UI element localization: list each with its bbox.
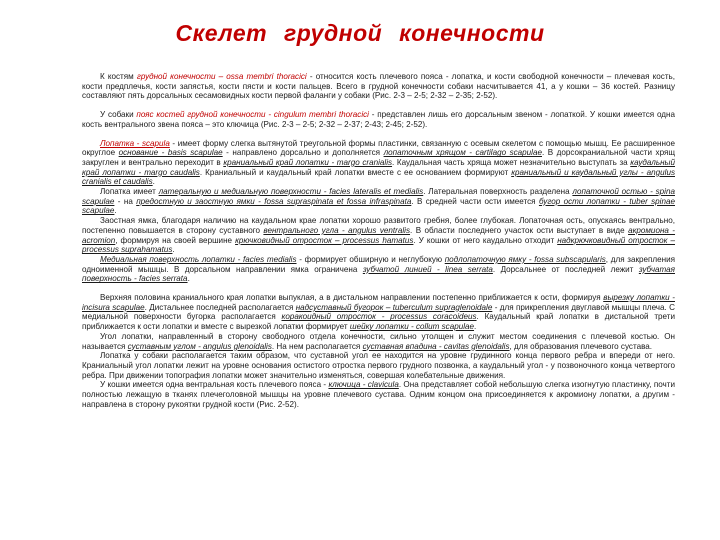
term-scapula: Лопатка - scapula [100, 138, 170, 148]
paragraph-cranial-border: Верхняя половина краниального края лопатки выпуклая, а в дистальном направлении постепенно приближается к ости, формируя вырезку лопатки - incisura scapulae. Дистальнее последней располагается надсуставный бугорок – tuberculum supraglenoidale - для прикрепления двуглавой мышцы плеча. С медиальной поверхности бугорка располагается коракоидный отросток - processus coracoideus. Каудальный край лопатки в дистальной трети приближается к ости лопатки и вместе с вырезкой лопатки формирует шейку лопатки - collum scapulae. [82, 293, 675, 332]
paragraph-clavicula: У кошки имеется одна вентральная кость плечевого пояса - ключица - clavicula. Она представляет собой небольшую слегка изогнутую пластинку, почти полностью лежащую в тканях плечеголовной мышцы на уровне плечевого сустава. Одним концом она присоединяется к акромиону лопатки, а другим - направлена в сторону рукоятки грудной кости (Рис. 2-52). [82, 380, 675, 409]
page-title: Скелет грудной конечности [175, 20, 545, 46]
term-ossa-membri-thoracici: грудной конечности – ossa membri thoracici [136, 72, 307, 81]
paragraph-scapula: Лопатка - scapula - имеет форму слегка вытянутой треугольной формы пластинки, связанную с осевым скелетом с помощью мышц. Ее расширенное округлое основание - basis scapulae - направлено дорсально и дополняется лопаточным хрящом - cartilago scapulae. В дорсокраниальной части хрящ закруглен и вентрально переходит в краниальный край лопатки - margo cranialis. Каудальная часть хряща может незначительно выступать за каудальный край лопатки - margo caudalis. Краниальный и каудальный край лопатки вместе с ее основанием формируют краниальный и каудальный углы - angulus cranialis et caudalis. [82, 138, 676, 187]
paragraph-medial-surface: Медиальная поверхность лопатки - facies medialis - формирует обширную и неглубокую подлопаточную ямку - fossa subscapularis, для закрепления одноименной мышцы. В дорсальном направлении ямка ограничена зубчатой линией - linea serrata. Дорсальнее от последней лежит зубчатая поверхность - facies serrata. [82, 254, 676, 284]
paragraph-scapula-position: Лопатка у собаки располагается таким образом, что суставной угол ее находится на уровне грудинного конца первого ребра и впереди от него. Краниальный угол лопатки лежит на уровне основания остистого отростка первого грудного позвонка, а каудальный угол - у позвоночного конца четвертого ребра. При движении топография лопатки может значительно изменяться, совершая колебательные движения. [82, 351, 675, 380]
paragraph-infraspinous-fossa: Заостная ямка, благодаря наличию на каудальном крае лопатки хорошо развитого гребня, более глубокая. Лопаточная ость, опускаясь вентрально, постепенно повышается в сторону суставного вентрального угла - angulus ventralis. В области последнего участок ости выступает в виде акромиона - acromion, формируя на своей вершине крючковидный отросток – processus hamatus. У кошки от него каудально отходит надкрючковидный отросток – processus suprahamatus. [82, 216, 676, 255]
term-cingulum: пояс костей грудной конечности - cingulum membri thoracici [136, 110, 369, 120]
paragraph-shoulder-girdle: У собаки пояс костей грудной конечности - cingulum membri thoracici - представлен лишь его дорсальным звеном - лопаткой. У кошки имеется одна кость вентрального звена пояса – это ключица (Рис. 2-3 – 2-5; 2-32 – 2-37; 2-43; 2-45; 2-52). [82, 110, 676, 129]
document-body [82, 72, 675, 410]
paragraph-glenoid-angle: Угол лопатки, направленный в сторону свободного отдела конечности, сильно утолщен и служит местом соединения с плечевой костью. Он называется суставным углом - angulus glenoidalis. На нем располагается суставная впадина - cavitas glenoidalis, для образования плечевого сустава. [82, 331, 675, 351]
paragraph-bones-overview: К костям грудной конечности – ossa membri thoracici - относится кость плечевого пояса - лопатка, и кости свободной конечности – плечевая кость, кости предплечья, кости запястья, кости пясти и кости пальцев. Всего в грудной конечности собаки насчитывается 41, а у кошки – 36 костей. Разницу составляют пять дорсальных сесамовидных кости первой фаланги у собаки (Рис. 2-3 – 2-5; 2-32 – 2-35; 2-52). [82, 72, 676, 101]
paragraph-surfaces: Лопатка имеет латеральную и медиальную поверхности - facies lateralis et medialis. Латеральная поверхность разделена лопаточной остью - spina scapulae - на предостную и заостную ямки - fossa supraspinata et fossa infraspinata. В средней части ости имеется бугор ости лопатки - tuber spinae scapulae. [82, 187, 675, 216]
